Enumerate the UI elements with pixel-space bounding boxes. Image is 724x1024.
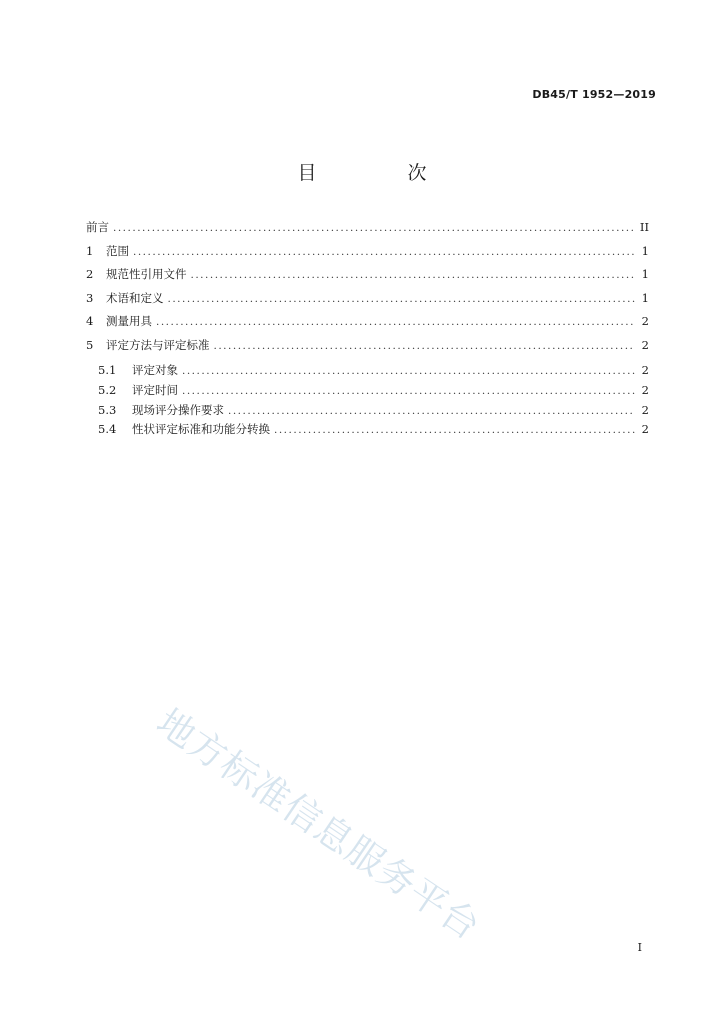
toc-entry-onsite-scoring[interactable] [86,401,649,421]
page-number: I [637,941,642,954]
toc-leader-dots [214,335,636,359]
toc-entry-evaluation-time[interactable] [86,381,649,401]
toc-entry-label: 术语和定义 [106,290,164,305]
toc-leader-dots [191,264,636,288]
toc-entry-trait-standards[interactable] [86,420,649,440]
toc-entry-number: 2 [86,267,94,281]
toc-entry-page: 2 [641,363,649,377]
toc-entry-page: 1 [641,243,649,258]
toc-entry-scope[interactable] [86,240,649,264]
toc-entry-evaluation-methods[interactable] [86,334,649,358]
toc-entry-label: 前言 [86,220,109,234]
toc-entry-number: 5.4 [98,422,117,437]
toc-entry-number: 5.3 [98,402,117,417]
toc-entry-number: 5.1 [98,363,117,377]
toc-entry-number: 4 [86,314,94,328]
toc-entry-number: 5 [86,337,94,352]
toc-entry-page: 1 [641,290,649,305]
toc-entry-page: 1 [641,267,649,281]
table-of-contents [86,216,649,440]
toc-leader-dots [182,382,635,402]
toc-leader-dots [133,241,635,265]
toc-leader-dots [228,402,635,422]
toc-entry-number: 5.2 [98,382,117,397]
toc-entry-page: 2 [641,402,649,417]
toc-entry-page: 2 [641,382,649,397]
toc-entry-page: 2 [641,337,649,352]
toc-entry-terms-definitions[interactable] [86,287,649,311]
toc-entry-normative-references[interactable] [86,263,649,287]
toc-entry-label: 范围 [106,243,129,258]
toc-leader-dots [168,288,636,312]
toc-entry-label: 评定时间 [132,382,178,397]
toc-entry-evaluation-object[interactable] [86,361,649,381]
toc-entry-page: 2 [641,314,649,328]
toc-entry-measuring-tools[interactable] [86,310,649,334]
toc-entry-label: 现场评分操作要求 [132,402,224,417]
toc-entry-number: 1 [86,243,94,258]
toc-leader-dots [113,217,634,241]
toc-entry-page: 2 [641,422,649,437]
toc-entry-label: 测量用具 [106,314,152,328]
toc-entry-number: 3 [86,290,94,305]
toc-entry-label: 评定对象 [132,363,178,377]
document-code: DB45/T 1952—2019 [532,88,656,101]
toc-entry-label: 性状评定标准和功能分转换 [132,422,270,437]
toc-leader-dots [182,362,635,382]
toc-entry-page: II [639,220,649,234]
toc-leader-dots [156,311,635,335]
watermark-text: 地方标准信息服务平台 [148,700,489,949]
toc-entry-label: 规范性引用文件 [106,267,187,281]
toc-entry-label: 评定方法与评定标准 [106,337,210,352]
toc-entry-foreword[interactable] [86,216,649,240]
toc-leader-dots [274,421,635,441]
toc-title: 目 次 [297,162,463,184]
